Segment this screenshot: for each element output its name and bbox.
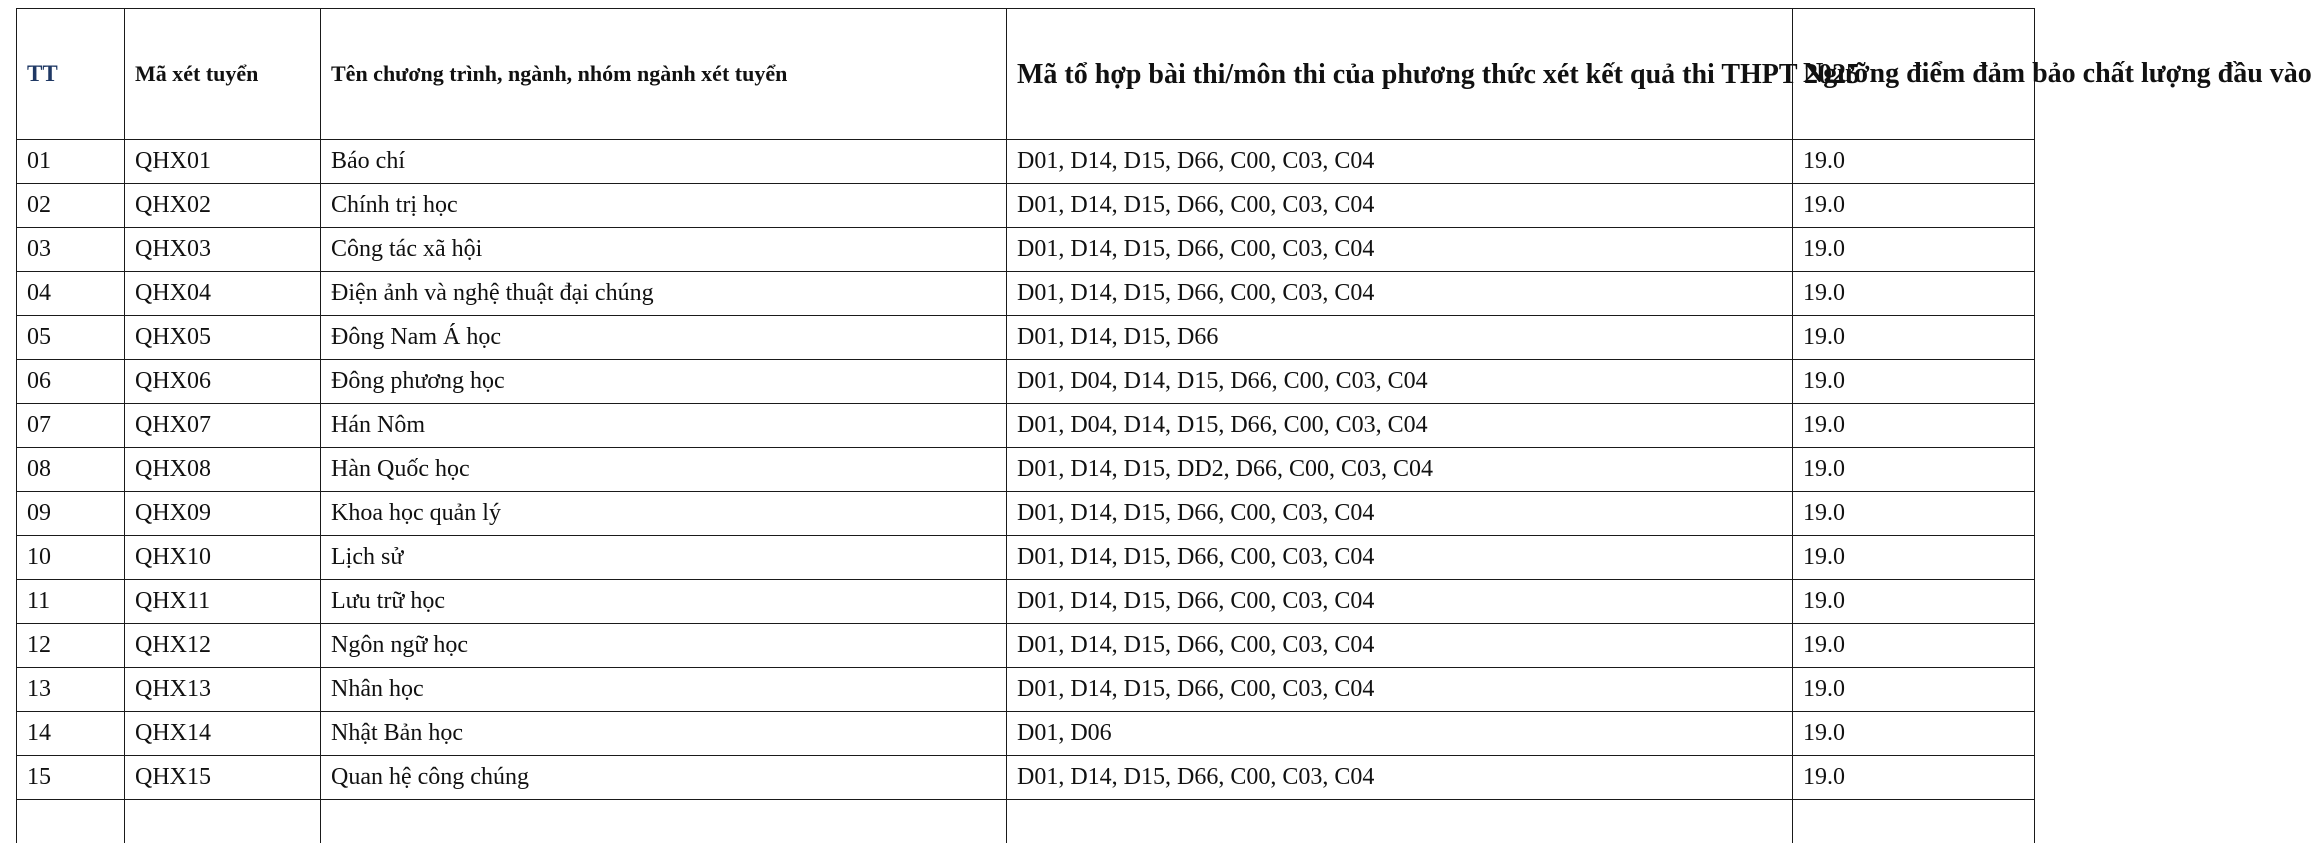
- cell-threshold: 19.0: [1793, 228, 2035, 272]
- header-threshold: Ngưỡng điểm đảm bảo chất lượng đầu vào: [1793, 9, 2035, 140]
- cell-name: Nhân học: [321, 668, 1007, 712]
- cell-code: QHX07: [125, 404, 321, 448]
- cell-tt: 13: [17, 668, 125, 712]
- cell-tt: 08: [17, 448, 125, 492]
- cell-code: QHX03: [125, 228, 321, 272]
- table-row: [17, 404, 2035, 448]
- partial-cell: [125, 800, 321, 843]
- cell-code: QHX08: [125, 448, 321, 492]
- cell-tt: 10: [17, 536, 125, 580]
- cell-threshold: 19.0: [1793, 536, 2035, 580]
- table-row: [17, 756, 2035, 800]
- header-code: Mã xét tuyển: [125, 9, 321, 140]
- cell-name: Báo chí: [321, 140, 1007, 184]
- table-row-partial: [17, 800, 2035, 843]
- cell-code: QHX10: [125, 536, 321, 580]
- cell-tt: 14: [17, 712, 125, 756]
- cell-name: Điện ảnh và nghệ thuật đại chúng: [321, 272, 1007, 316]
- cell-combo: D01, D14, D15, D66, C00, C03, C04: [1007, 140, 1793, 184]
- table-row: [17, 184, 2035, 228]
- cell-tt: 02: [17, 184, 125, 228]
- cell-threshold: 19.0: [1793, 668, 2035, 712]
- cell-threshold: 19.0: [1793, 316, 2035, 360]
- cell-name: Công tác xã hội: [321, 228, 1007, 272]
- cell-code: QHX05: [125, 316, 321, 360]
- cell-combo: D01, D14, D15, D66, C00, C03, C04: [1007, 184, 1793, 228]
- table-row: [17, 492, 2035, 536]
- table-row: [17, 316, 2035, 360]
- cell-name: Đông phương học: [321, 360, 1007, 404]
- cell-name: Hàn Quốc học: [321, 448, 1007, 492]
- partial-cell: [1007, 800, 1793, 843]
- cell-tt: 12: [17, 624, 125, 668]
- cell-code: QHX15: [125, 756, 321, 800]
- cell-combo: D01, D14, D15, D66, C00, C03, C04: [1007, 756, 1793, 800]
- cell-threshold: 19.0: [1793, 580, 2035, 624]
- cell-name: Chính trị học: [321, 184, 1007, 228]
- table-row: [17, 624, 2035, 668]
- table-row: [17, 580, 2035, 624]
- table-row: [17, 360, 2035, 404]
- cell-tt: 01: [17, 140, 125, 184]
- cell-tt: 03: [17, 228, 125, 272]
- cell-code: QHX02: [125, 184, 321, 228]
- cell-threshold: 19.0: [1793, 184, 2035, 228]
- cell-name: Nhật Bản học: [321, 712, 1007, 756]
- cell-threshold: 19.0: [1793, 448, 2035, 492]
- cell-tt: 07: [17, 404, 125, 448]
- cell-combo: D01, D06: [1007, 712, 1793, 756]
- cell-name: Đông Nam Á học: [321, 316, 1007, 360]
- partial-cell: [321, 800, 1007, 843]
- cell-tt: 06: [17, 360, 125, 404]
- cell-code: QHX14: [125, 712, 321, 756]
- partial-cell: [17, 800, 125, 843]
- cell-combo: D01, D14, D15, D66, C00, C03, C04: [1007, 272, 1793, 316]
- cell-code: QHX09: [125, 492, 321, 536]
- cell-threshold: 19.0: [1793, 712, 2035, 756]
- cell-name: Quan hệ công chúng: [321, 756, 1007, 800]
- admissions-table: [16, 8, 2035, 843]
- cell-tt: 09: [17, 492, 125, 536]
- cell-combo: D01, D14, D15, D66: [1007, 316, 1793, 360]
- cell-code: QHX12: [125, 624, 321, 668]
- cell-tt: 11: [17, 580, 125, 624]
- cell-code: QHX13: [125, 668, 321, 712]
- table-row: [17, 228, 2035, 272]
- header-combo: Mã tổ hợp bài thi/môn thi của phương thức xét kết quả thi THPT 2025: [1007, 9, 1793, 140]
- cell-combo: D01, D14, D15, D66, C00, C03, C04: [1007, 580, 1793, 624]
- cell-code: QHX04: [125, 272, 321, 316]
- partial-cell: [1793, 800, 2035, 843]
- cell-threshold: 19.0: [1793, 140, 2035, 184]
- header-row: [17, 9, 2035, 140]
- cell-name: Lưu trữ học: [321, 580, 1007, 624]
- cell-name: Lịch sử: [321, 536, 1007, 580]
- cell-code: QHX01: [125, 140, 321, 184]
- cell-threshold: 19.0: [1793, 756, 2035, 800]
- cell-threshold: 19.0: [1793, 360, 2035, 404]
- cell-combo: D01, D14, D15, D66, C00, C03, C04: [1007, 492, 1793, 536]
- cell-name: Ngôn ngữ học: [321, 624, 1007, 668]
- table-row: [17, 668, 2035, 712]
- cell-combo: D01, D14, D15, D66, C00, C03, C04: [1007, 624, 1793, 668]
- cell-threshold: 19.0: [1793, 492, 2035, 536]
- table-row: [17, 272, 2035, 316]
- cell-name: Khoa học quản lý: [321, 492, 1007, 536]
- header-name: Tên chương trình, ngành, nhóm ngành xét tuyển: [321, 9, 1007, 140]
- cell-threshold: 19.0: [1793, 404, 2035, 448]
- cell-combo: D01, D14, D15, D66, C00, C03, C04: [1007, 668, 1793, 712]
- header-tt: TT: [17, 9, 125, 140]
- cell-combo: D01, D04, D14, D15, D66, C00, C03, C04: [1007, 404, 1793, 448]
- cell-threshold: 19.0: [1793, 624, 2035, 668]
- table-row: [17, 448, 2035, 492]
- table-body: [17, 140, 2035, 843]
- cell-tt: 04: [17, 272, 125, 316]
- table-row: [17, 536, 2035, 580]
- cell-combo: D01, D14, D15, D66, C00, C03, C04: [1007, 228, 1793, 272]
- cell-combo: D01, D14, D15, D66, C00, C03, C04: [1007, 536, 1793, 580]
- cell-tt: 05: [17, 316, 125, 360]
- cell-tt: 15: [17, 756, 125, 800]
- cell-code: QHX06: [125, 360, 321, 404]
- cell-combo: D01, D04, D14, D15, D66, C00, C03, C04: [1007, 360, 1793, 404]
- cell-code: QHX11: [125, 580, 321, 624]
- table-row: [17, 712, 2035, 756]
- table-header: [17, 9, 2035, 140]
- cell-combo: D01, D14, D15, DD2, D66, C00, C03, C04: [1007, 448, 1793, 492]
- table-row: [17, 140, 2035, 184]
- cell-name: Hán Nôm: [321, 404, 1007, 448]
- cell-threshold: 19.0: [1793, 272, 2035, 316]
